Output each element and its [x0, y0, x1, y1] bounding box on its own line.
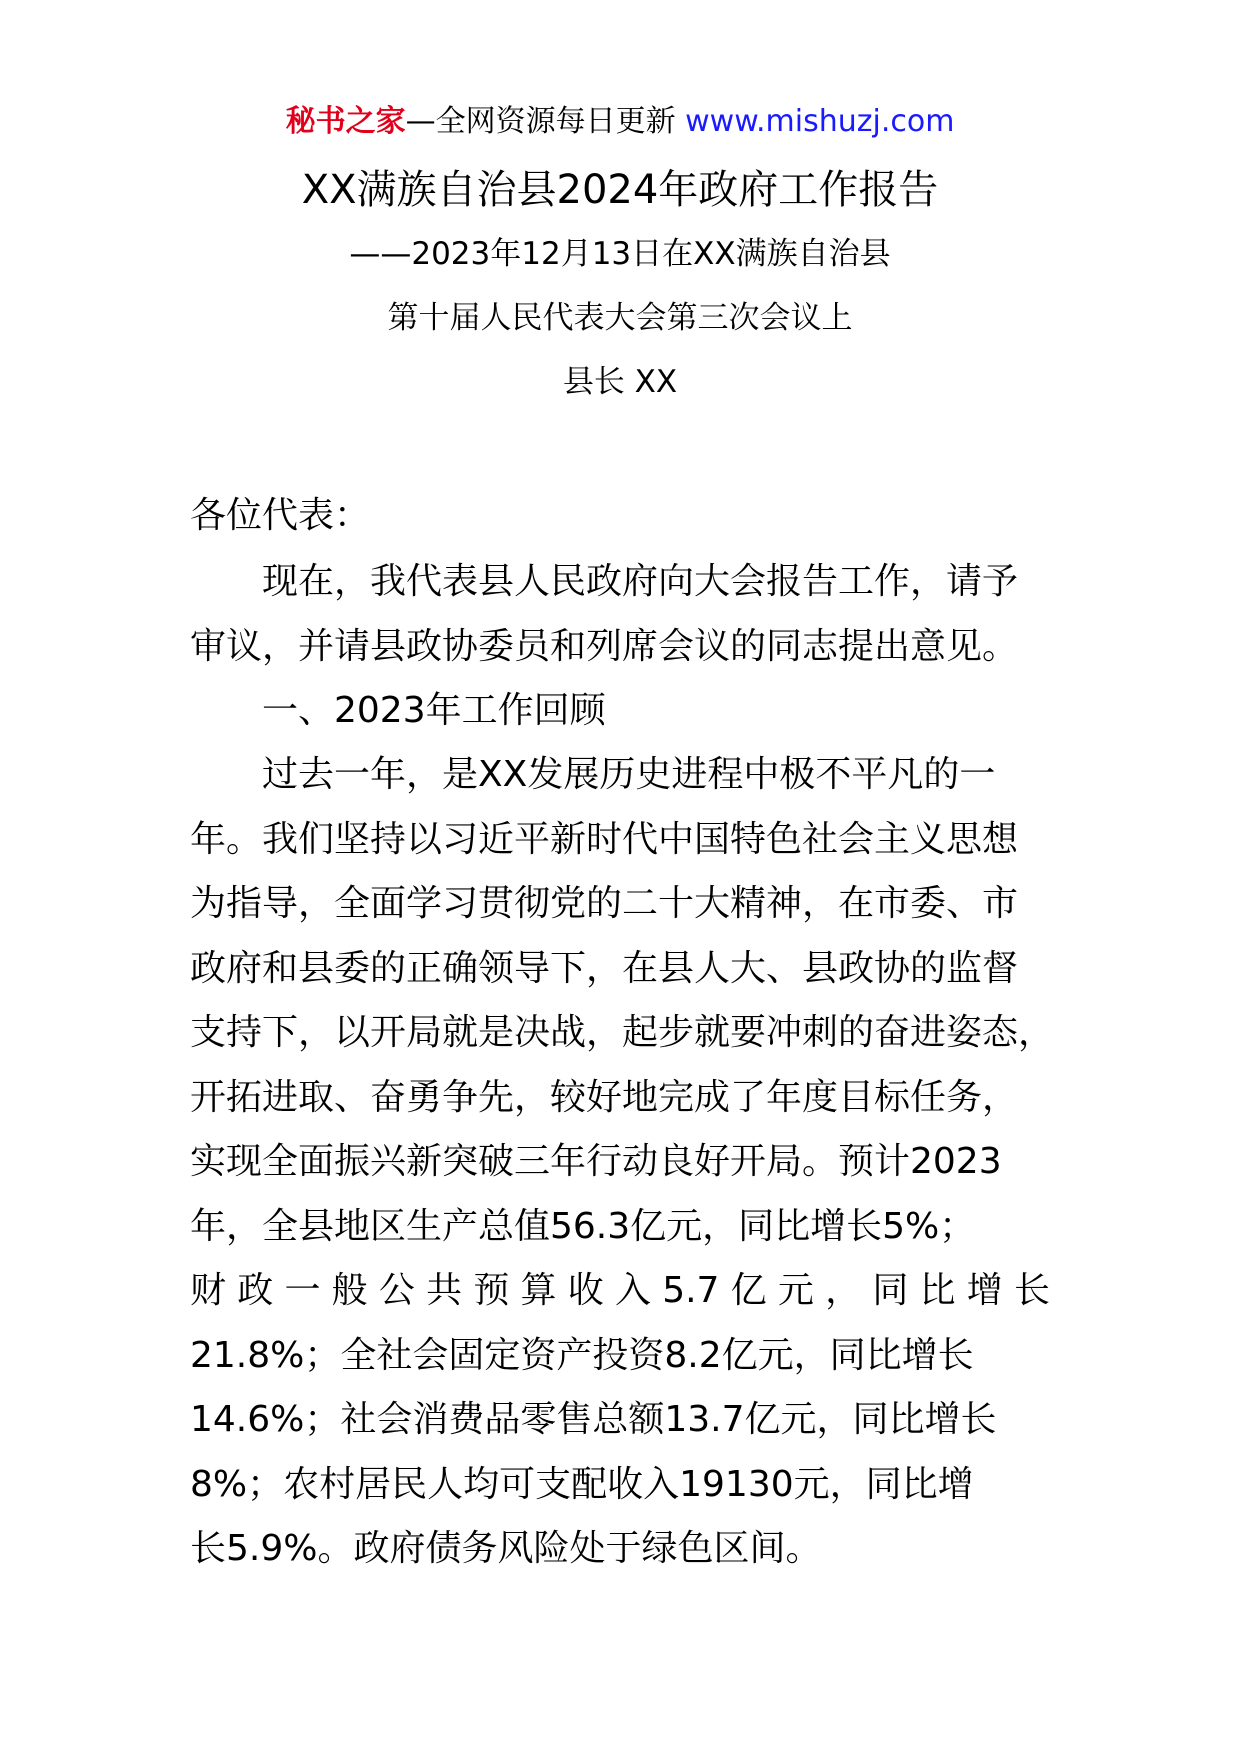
subtitle-line-2: 第十届人民代表大会第三次会议上 [387, 300, 853, 336]
review-line: 财政一般公共预算收入5.7亿元，同比增长 [190, 1270, 1050, 1311]
review-line: 8%；农村居民人均可支配收入19130元，同比增 [190, 1463, 974, 1505]
review-line: 年，全县地区生产总值56.3亿元，同比增长5%； [190, 1205, 976, 1247]
review-line: 年。我们坚持以习近平新时代中国特色社会主义思想 [190, 818, 1019, 860]
review-line: 过去一年，是XX发展历史进程中极不平凡的一 [262, 754, 996, 795]
review-line: 21.8%；全社会固定资产投资8.2亿元，同比增长 [190, 1334, 974, 1376]
paragraph-intro-line-2: 审议，并请县政协委员和列席会议的同志提出意见。 [190, 625, 1019, 667]
section-heading-1 [190, 679, 1050, 744]
header-slogan: —全网资源每日更新 [405, 104, 676, 139]
review-line: 长5.9%。政府债务风险处于绿色区间。 [190, 1528, 822, 1569]
review-line: 政府和县委的正确领导下，在县人大、县政协的监督 [190, 947, 1019, 989]
review-line: 14.6%；社会消费品零售总额13.7亿元，同比增长 [190, 1399, 997, 1440]
paragraph-intro-line-1: 现在，我代表县人民政府向大会报告工作，请予 [262, 561, 1019, 602]
paragraph-intro [190, 550, 1050, 679]
paragraph-review [190, 743, 1055, 1582]
speaker-line: 县长 XX [562, 364, 678, 400]
document-title: XX满族自治县2024年政府工作报告 [301, 167, 939, 213]
site-url[interactable]: www.mishuzj.com [685, 104, 955, 139]
site-header [0, 100, 1240, 144]
section-heading-text: 一、2023年工作回顾 [262, 690, 606, 731]
review-line: 开拓进取、奋勇争先，较好地完成了年度目标任务， [190, 1076, 1019, 1118]
subtitle-line-1: ——2023年12月13日在XX满族自治县 [349, 236, 891, 272]
brand-name: 秘书之家 [285, 104, 406, 139]
review-line: 为指导，全面学习贯彻党的二十大精神，在市委、市 [190, 883, 1019, 924]
greeting: 各位代表： [190, 495, 371, 536]
review-line: 支持下，以开局就是决战，起步就要冲刺的奋进姿态， [190, 1012, 1055, 1053]
review-line: 实现全面振兴新突破三年行动良好开局。预计2023 [190, 1141, 1002, 1182]
